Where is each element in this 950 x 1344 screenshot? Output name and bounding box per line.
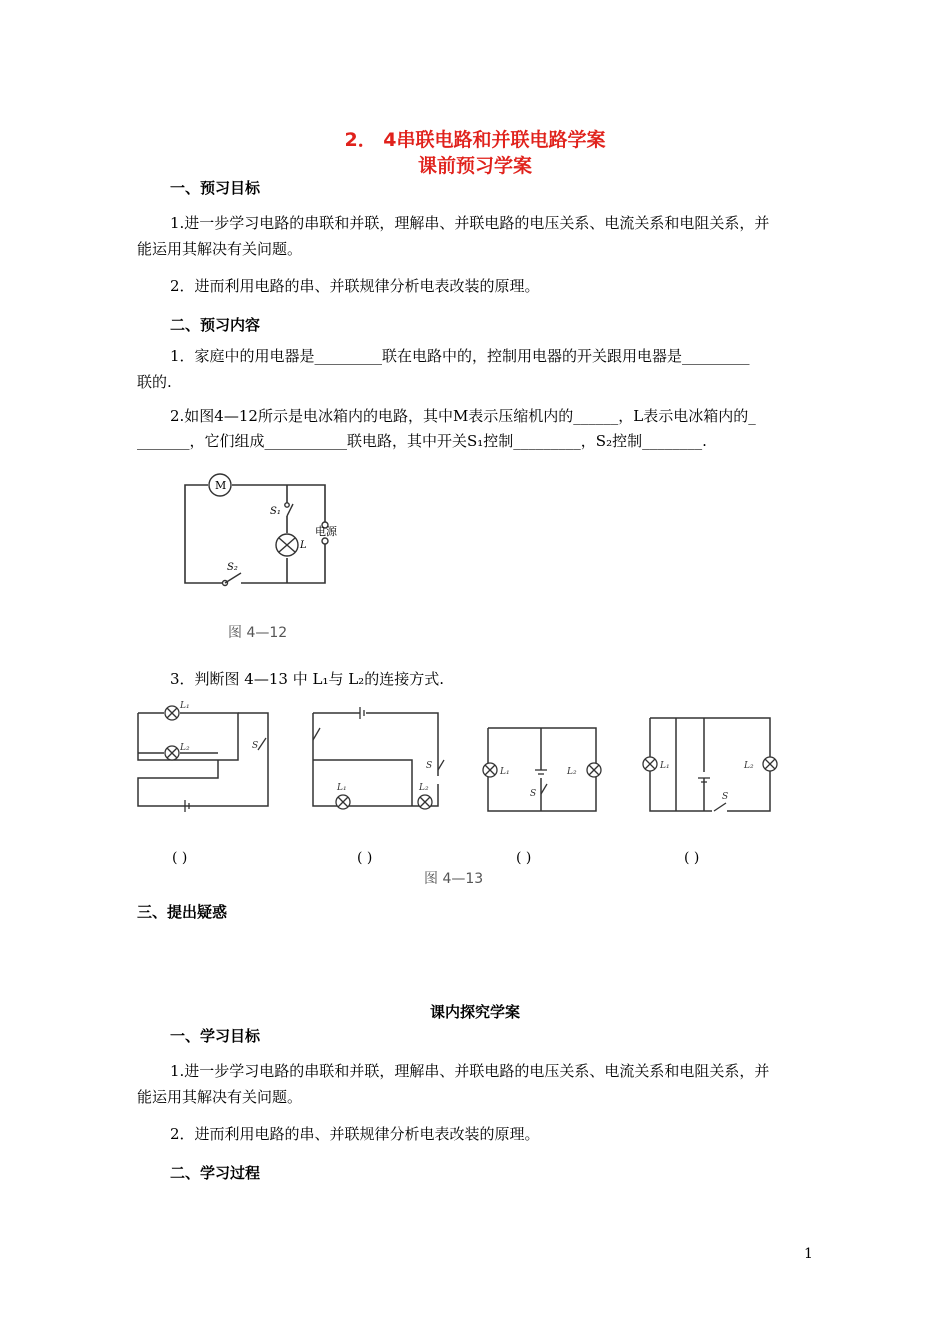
- inclass-title: 课内探究学案: [429, 1003, 520, 1021]
- answer-paren-3: ( ): [516, 850, 532, 866]
- preview-goal-2: 2．进而利用电路的串、并联规律分析电表改装的原理。: [170, 277, 540, 295]
- section-heading-learning-process: 二、学习过程: [170, 1164, 261, 1182]
- document-title: 2． 4串联电路和并联电路学案: [344, 129, 606, 151]
- inclass-goal-1-line-2: 能运用其解决有关问题。: [137, 1088, 303, 1106]
- lamp-label: L: [300, 540, 307, 551]
- question-3: 3．判断图 4—13 中 L₁与 L₂的连接方式.: [170, 670, 444, 688]
- svg-text:L₂: L₂: [567, 767, 577, 777]
- figure-4-13-circuits: [130, 698, 830, 818]
- answer-paren-2: ( ): [357, 850, 373, 866]
- question-1-line-1: 1．家庭中的用电器是_________联在电路中的，控制用电器的开关跟用电器是_________: [170, 347, 750, 365]
- answer-paren-4: ( ): [684, 850, 700, 866]
- svg-text:L₁: L₁: [337, 783, 347, 793]
- figure-4-13-caption: 图 4—13: [424, 871, 484, 887]
- question-1-line-2: 联的.: [137, 373, 172, 391]
- document-subtitle: 课前预习学案: [417, 155, 532, 177]
- section-heading-learning-goals: 一、学习目标: [170, 1027, 261, 1045]
- svg-text:L₁: L₁: [500, 767, 510, 777]
- svg-text:S: S: [722, 792, 729, 802]
- power-source-label: 电源: [315, 525, 337, 538]
- inclass-goal-1-line-1: 1.进一步学习电路的串联和并联，理解串、并联电路的电压关系、电流关系和电阻关系，并: [170, 1062, 770, 1080]
- svg-text:L₂: L₂: [744, 761, 754, 771]
- svg-text:L₂: L₂: [419, 783, 429, 793]
- section-heading-preview-goals: 一、预习目标: [170, 179, 261, 197]
- page-number: 1: [804, 1246, 813, 1262]
- question-2-line-1: 2.如图4—12所示是电冰箱内的电路，其中M表示压缩机内的______，L表示电冰箱内的_: [170, 407, 756, 425]
- svg-text:S: S: [530, 789, 537, 799]
- inclass-goal-2: 2．进而利用电路的串、并联规律分析电表改装的原理。: [170, 1125, 540, 1143]
- answer-paren-1: ( ): [172, 850, 188, 866]
- svg-text:S: S: [252, 741, 259, 751]
- motor-label: M: [215, 479, 227, 492]
- svg-text:S: S: [426, 761, 433, 771]
- section-heading-questions: 三、提出疑惑: [137, 903, 228, 921]
- preview-goal-1-line-1: 1.进一步学习电路的串联和并联，理解串、并联电路的电压关系、电流关系和电阻关系，并: [170, 214, 770, 232]
- svg-text:L₁: L₁: [180, 701, 190, 711]
- svg-text:L₁: L₁: [660, 761, 670, 771]
- question-2-line-2: _______，它们组成___________联电路，其中开关S₁控制_________，S₂控制________.: [137, 432, 707, 450]
- s1-label: S₁: [270, 506, 281, 517]
- section-heading-preview-content: 二、预习内容: [170, 316, 261, 334]
- figure-4-12-circuit: [175, 468, 355, 598]
- figure-4-12-caption: 图 4—12: [228, 625, 288, 641]
- svg-text:L₂: L₂: [180, 743, 190, 753]
- preview-goal-1-line-2: 能运用其解决有关问题。: [137, 240, 303, 258]
- s2-label: S₂: [227, 562, 238, 573]
